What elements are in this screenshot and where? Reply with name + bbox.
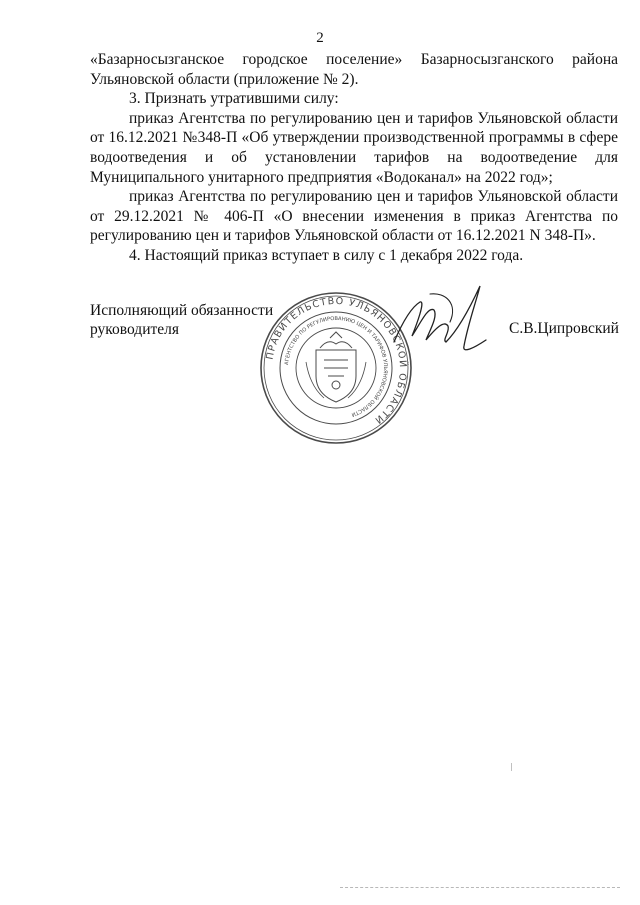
document-body (90, 50, 618, 266)
scan-artifact (511, 763, 512, 771)
page-number: 2 (316, 30, 324, 46)
paragraph-item-4: 4. Настоящий приказ вступает в силу с 1 декабря 2022 года. (129, 246, 524, 264)
footer-dashed-line (340, 887, 620, 888)
handwritten-signature (386, 270, 496, 360)
signatory-position-line2: руководителя (90, 321, 180, 338)
paragraph-item-3: 3. Признать утратившими силу: (129, 90, 339, 108)
seal-inner-text: АГЕНТСТВО ПО РЕГУЛИРОВАНИЮ ЦЕН И ТАРИФОВ УЛЬЯНОВСКОЙ ОБЛАСТИ (284, 315, 389, 418)
paragraph-order-348: приказ Агентства по регулированию цен и тарифов Ульяновской области от 16.12.2021 №348-П «Об утверждении производственной программы в сфере водоотведения и об установлении тарифов на водоотведение для Муниципального унитарного предприятия «Водоканал» на 2022 год»; (90, 109, 618, 186)
paragraph-order-406: приказ Агентства по регулированию цен и тарифов Ульяновской области от 29.12.2021 № 406-П «О внесении изменения в приказ Агентства по регулированию цен и тарифов Ульяновской области от 16.12.2021 N 348-П». (90, 188, 618, 245)
seal-outer-text: ПРАВИТЕЛЬСТВО УЛЬЯНОВСКОЙ ОБЛАСТИ (264, 295, 409, 427)
signatory-name: С.В.Ципровский (509, 320, 619, 337)
paragraph-continuation: «Базарносызганское городское поселение» Базарносызганского района Ульяновской области (приложение № 2). (90, 51, 618, 88)
signatory-position (90, 301, 273, 339)
coat-of-arms-emblem (306, 332, 366, 402)
signatory-position-line1: Исполняющий обязанности (90, 302, 274, 319)
